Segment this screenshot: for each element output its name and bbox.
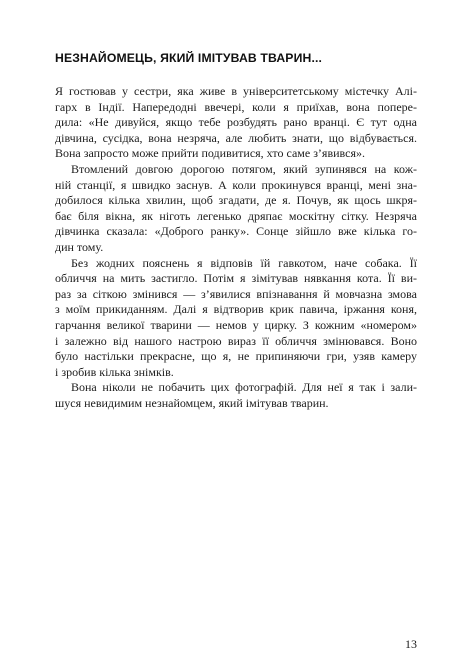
text-line: Вона ніколи не побачить цих фотографій. Для неї я так і зали- <box>71 380 417 395</box>
text-line: шуся невидимим незнайомцем, який імітував тварин. <box>55 395 329 410</box>
text-line: і зробив кілька знімків. <box>55 364 174 379</box>
text-line: дила: «Не дивуйся, якщо тебе розбудять рано вранці. Є тут одна <box>55 115 417 130</box>
text-line: Вона запросто може прийти подивитися, хто саме з’явився». <box>55 146 365 161</box>
chapter-title: НЕЗНАЙОМЕЦЬ, ЯКИЙ ІМІТУВАВ ТВАРИН... <box>55 51 323 65</box>
text-line: дин тому. <box>55 239 104 254</box>
paragraph <box>55 256 417 381</box>
text-line: дівчинка сказала: «Доброго ранку». Сонце зійшло вже кілька го- <box>55 224 417 239</box>
text-line: добилося кілька хвилин, щоб згадати, де я. Почув, як щось шкря- <box>55 193 417 208</box>
page-number: 13 <box>405 637 417 651</box>
text-line: раз за сіткою змінився — з’явилися впізнавання й мовчазна змова <box>55 286 417 301</box>
paragraph <box>55 162 417 256</box>
text-line: з моїм прикиданням. Далі я відтворив крик павича, іржання коня, <box>55 302 417 317</box>
text-line: обличчя на мить застигло. Потім я зімітував нявкання кота. Її ви- <box>55 271 417 286</box>
text-line: і залежно від нашого настрою вираз її обличчя змінювався. Воно <box>55 333 417 348</box>
body-text <box>55 84 417 411</box>
paragraph <box>55 84 417 162</box>
text-line: гарх в Індії. Напередодні ввечері, коли я приїхав, вона попере- <box>55 99 417 114</box>
text-line: Я гостював у сестри, яка живе в університетському містечку Алі- <box>55 84 417 98</box>
text-line: дівчина, сусідка, вона незряча, але любить знати, що відбувається. <box>55 130 417 145</box>
text-line: Втомлений довгою дорогою потягом, який зупинявся на кож- <box>71 161 417 176</box>
text-line: ній станції, я швидко заснув. А коли прокинувся вранці, мені зна- <box>55 177 417 192</box>
text-line: Без жодних пояснень я відповів їй гавкотом, наче собака. Її <box>71 255 417 270</box>
text-line: гарчання великої тварини — немов у цирку. З кожним «номером» <box>55 317 417 332</box>
paragraph <box>55 380 417 411</box>
text-line: бає біля вікна, як ніготь легенько дряпає москітну сітку. Незряча <box>55 208 417 223</box>
text-line: було настільки прекрасне, що я, не припиняючи гри, узяв камеру <box>55 349 417 364</box>
